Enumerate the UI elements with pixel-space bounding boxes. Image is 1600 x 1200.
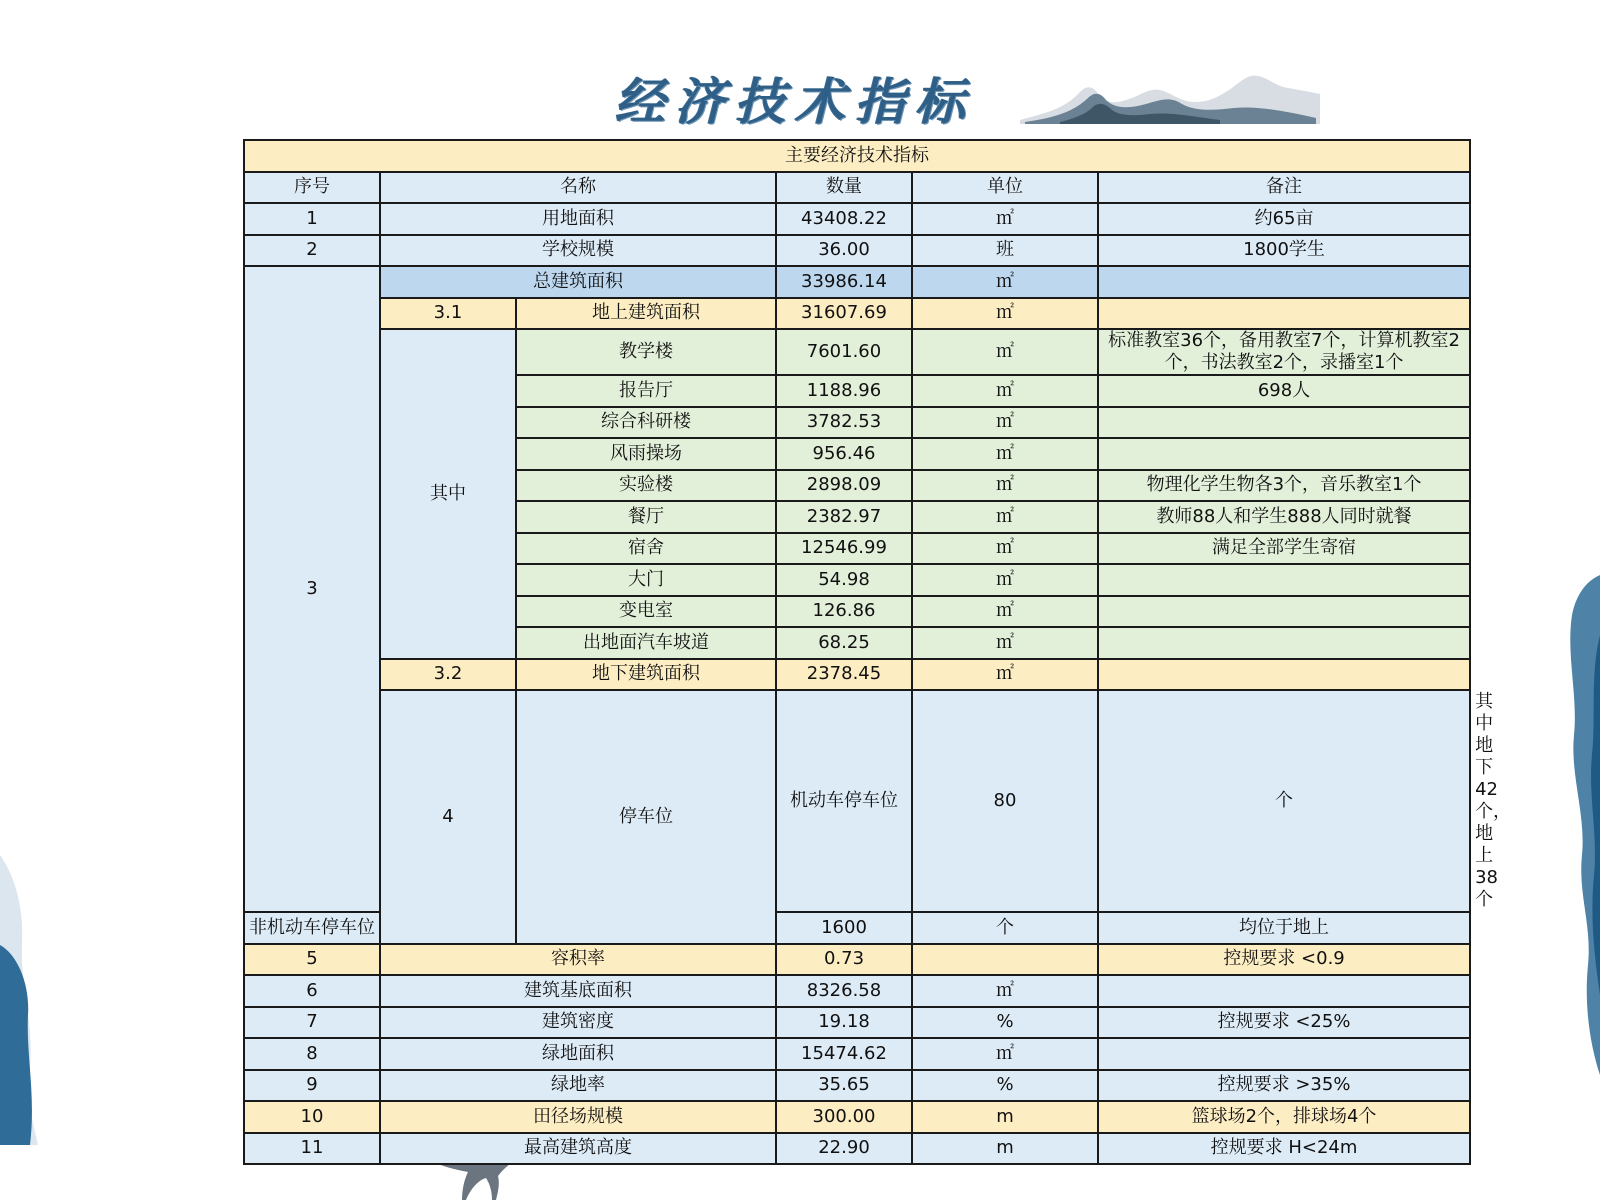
cell-unit: ㎡ — [912, 329, 1098, 375]
cell-no: 5 — [244, 944, 380, 976]
cell-unit: ㎡ — [912, 266, 1098, 298]
cell-note: 满足全部学生寄宿 — [1098, 533, 1470, 565]
cell-note: 控规要求 >35% — [1098, 1070, 1470, 1102]
cell-qty: 2898.09 — [776, 470, 912, 502]
cell-no: 8 — [244, 1038, 380, 1070]
cell-name: 容积率 — [380, 944, 776, 976]
table-row: 4 停车位 机动车停车位 80 个 其中地下42个，地上38个 — [244, 690, 1470, 912]
table-row — [244, 1038, 1470, 1070]
cell-name: 学校规模 — [380, 235, 776, 267]
cell-name: 绿地面积 — [380, 1038, 776, 1070]
cell-note — [1098, 596, 1470, 628]
cell-unit: ㎡ — [912, 596, 1098, 628]
cell-note: 698人 — [1098, 375, 1470, 407]
cell-name: 出地面汽车坡道 — [516, 627, 776, 659]
cell-name: 地上建筑面积 — [516, 298, 776, 330]
cell-name: 非机动车停车位 — [244, 912, 380, 944]
cell-unit: ㎡ — [912, 533, 1098, 565]
header-name: 名称 — [380, 172, 776, 204]
table-row — [244, 298, 1470, 330]
table-row — [244, 329, 1470, 375]
mountain-decoration-icon — [1020, 62, 1320, 124]
table-row — [244, 266, 1470, 298]
cell-unit: 个 — [912, 912, 1098, 944]
cell-unit: ㎡ — [912, 627, 1098, 659]
cell-unit: ㎡ — [912, 298, 1098, 330]
table-row — [244, 944, 1470, 976]
cell-unit: m — [912, 1101, 1098, 1133]
cell-no: 7 — [244, 1007, 380, 1039]
cell-qty: 12546.99 — [776, 533, 912, 565]
cell-code: 3.1 — [380, 298, 516, 330]
cell-qty: 3782.53 — [776, 407, 912, 439]
table-row — [244, 975, 1470, 1007]
ink-mountain-right-icon — [1560, 575, 1600, 1075]
cell-qty: 1600 — [776, 912, 912, 944]
cell-unit: % — [912, 1070, 1098, 1102]
ink-mountain-left-icon — [0, 855, 38, 1145]
header-unit: 单位 — [912, 172, 1098, 204]
cell-qty: 31607.69 — [776, 298, 912, 330]
table-caption-row — [244, 140, 1470, 172]
cell-note: 控规要求 H<24m — [1098, 1133, 1470, 1165]
cell-unit: ㎡ — [912, 470, 1098, 502]
cell-qty: 1188.96 — [776, 375, 912, 407]
cell-qty: 35.65 — [776, 1070, 912, 1102]
table-row — [244, 659, 1470, 691]
cell-qty: 15474.62 — [776, 1038, 912, 1070]
cell-note: 标准教室36个，备用教室7个，计算机教室2个，书法教室2个，录播室1个 — [1098, 329, 1470, 375]
cell-name: 餐厅 — [516, 501, 776, 533]
cell-note: 均位于地上 — [1098, 912, 1470, 944]
cell-qty: 22.90 — [776, 1133, 912, 1165]
cell-note — [1098, 627, 1470, 659]
cell-qty: 956.46 — [776, 438, 912, 470]
table-row — [244, 203, 1470, 235]
cell-note — [1098, 1038, 1470, 1070]
cell-qty: 126.86 — [776, 596, 912, 628]
cell-name: 建筑基底面积 — [380, 975, 776, 1007]
cell-no: 1 — [244, 203, 380, 235]
cell-no: 9 — [244, 1070, 380, 1102]
cell-unit: 个 — [1098, 690, 1470, 912]
cell-qty: 19.18 — [776, 1007, 912, 1039]
cell-qty: 36.00 — [776, 235, 912, 267]
cell-note: 1800学生 — [1098, 235, 1470, 267]
cell-qty: 7601.60 — [776, 329, 912, 375]
cell-name: 变电室 — [516, 596, 776, 628]
cell-qty: 33986.14 — [776, 266, 912, 298]
cell-note: 控规要求 <0.9 — [1098, 944, 1470, 976]
cell-name: 绿地率 — [380, 1070, 776, 1102]
table-caption: 主要经济技术指标 — [244, 140, 1470, 172]
cell-name: 最高建筑高度 — [380, 1133, 776, 1165]
table-row — [244, 1133, 1470, 1165]
cell-no: 4 — [380, 690, 516, 944]
header-note: 备注 — [1098, 172, 1470, 204]
cell-note — [1098, 298, 1470, 330]
cell-qty: 300.00 — [776, 1101, 912, 1133]
cell-unit: ㎡ — [912, 438, 1098, 470]
header-qty: 数量 — [776, 172, 912, 204]
cell-no: 6 — [244, 975, 380, 1007]
cell-no: 3 — [244, 266, 380, 912]
cell-name: 实验楼 — [516, 470, 776, 502]
indicators-table — [243, 139, 1512, 1165]
cell-unit: 班 — [912, 235, 1098, 267]
cell-unit: ㎡ — [912, 407, 1098, 439]
cell-unit: ㎡ — [912, 375, 1098, 407]
cell-no: 10 — [244, 1101, 380, 1133]
cell-qty: 8326.58 — [776, 975, 912, 1007]
cell-unit: ㎡ — [912, 1038, 1098, 1070]
table-row — [244, 235, 1470, 267]
header-no: 序号 — [244, 172, 380, 204]
cell-no: 2 — [244, 235, 380, 267]
cell-unit: ㎡ — [912, 975, 1098, 1007]
cell-unit: ㎡ — [912, 501, 1098, 533]
cell-note: 约65亩 — [1098, 203, 1470, 235]
cell-unit: % — [912, 1007, 1098, 1039]
cell-name: 建筑密度 — [380, 1007, 776, 1039]
table-row — [244, 1007, 1470, 1039]
cell-name: 机动车停车位 — [776, 690, 912, 912]
cell-note: 篮球场2个，排球场4个 — [1098, 1101, 1470, 1133]
cell-note: 控规要求 <25% — [1098, 1007, 1470, 1039]
table-row — [244, 1101, 1470, 1133]
cell-qty: 2382.97 — [776, 501, 912, 533]
page-title: 经济技术指标 — [615, 72, 975, 131]
cell-name: 用地面积 — [380, 203, 776, 235]
cell-unit: ㎡ — [912, 564, 1098, 596]
cell-group-label: 停车位 — [516, 690, 776, 944]
cell-name: 田径场规模 — [380, 1101, 776, 1133]
cell-name: 教学楼 — [516, 329, 776, 375]
cell-qty: 54.98 — [776, 564, 912, 596]
cell-note — [1098, 266, 1470, 298]
cell-unit: m — [912, 1133, 1098, 1165]
cell-note — [1098, 659, 1470, 691]
cell-name: 宿舍 — [516, 533, 776, 565]
cell-note: 教师88人和学生888人同时就餐 — [1098, 501, 1470, 533]
cell-note — [1098, 975, 1470, 1007]
cell-code: 3.2 — [380, 659, 516, 691]
cell-name: 地下建筑面积 — [516, 659, 776, 691]
cell-qty: 68.25 — [776, 627, 912, 659]
cell-name: 大门 — [516, 564, 776, 596]
cell-name: 综合科研楼 — [516, 407, 776, 439]
cell-unit — [912, 944, 1098, 976]
cell-name: 风雨操场 — [516, 438, 776, 470]
cell-name: 报告厅 — [516, 375, 776, 407]
cell-name: 总建筑面积 — [380, 266, 776, 298]
cell-unit: ㎡ — [912, 659, 1098, 691]
table-header-row — [244, 172, 1470, 204]
cell-unit: ㎡ — [912, 203, 1098, 235]
cell-group-label: 其中 — [380, 329, 516, 659]
cell-qty: 0.73 — [776, 944, 912, 976]
cell-qty: 2378.45 — [776, 659, 912, 691]
cell-note — [1098, 407, 1470, 439]
cell-note: 物理化学生物各3个，音乐教室1个 — [1098, 470, 1470, 502]
cell-note — [1098, 564, 1470, 596]
cell-qty: 80 — [912, 690, 1098, 912]
table-row — [244, 1070, 1470, 1102]
cell-qty: 43408.22 — [776, 203, 912, 235]
cell-no: 11 — [244, 1133, 380, 1165]
cell-note — [1098, 438, 1470, 470]
